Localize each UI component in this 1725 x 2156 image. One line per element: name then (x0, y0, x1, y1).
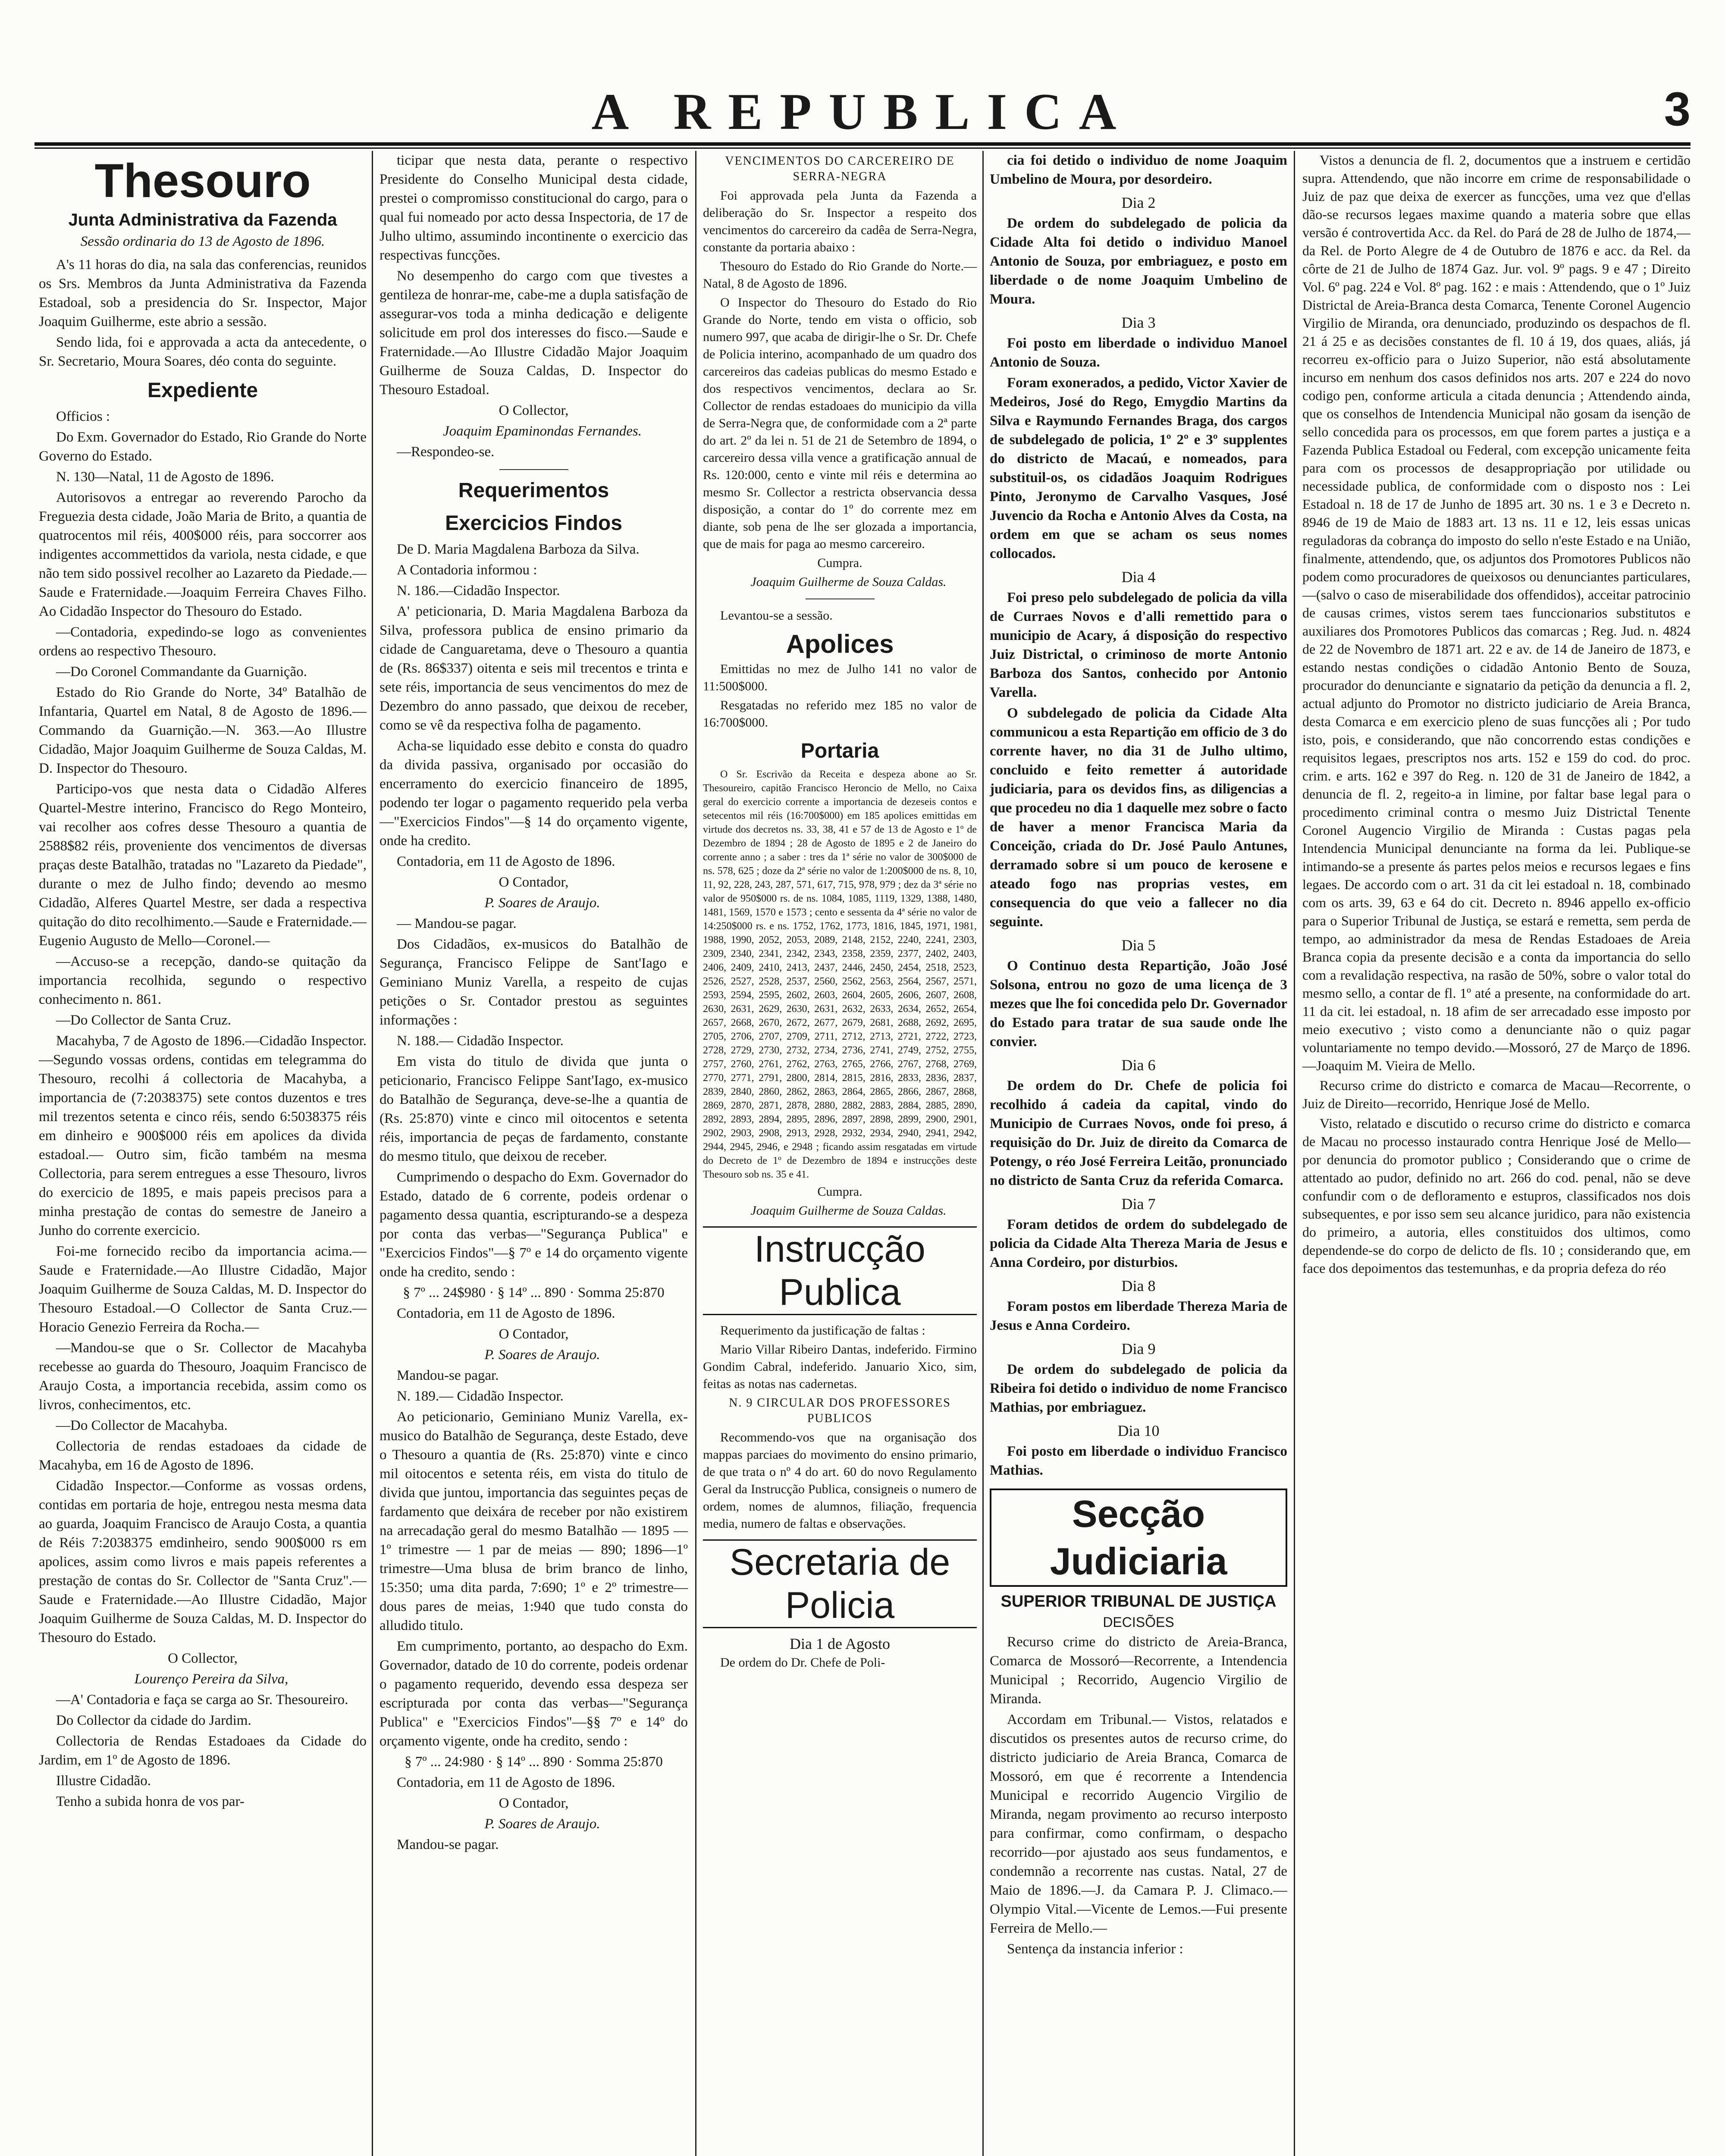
paragraph: Ao peticionario, Geminiano Muniz Varella, ex-musico do Batalhão de Segurança, deste Estado, deve o Thesouro a quantia de (Rs. 25:870) vinte e cinco mil oitocentos e setenta réis, em vista do titulo de divida que juntou, importancia das seguintes peças de fardamento que deixára de receber por não existirem na arrecadação geral do mesmo Batalhão — 1895 —1º trimestre — 1 par de meias — 890; 1896—1º trimestre—Uma blusa de brim branco de linho, 15:350; uma dita parda, 7:690; 1º e 2º trimestre—dous pares de meias, 1:940 que tudo consta do alludido titulo. (380, 1409, 688, 1633)
seccao-judiciaria-heading: Secção Judiciaria (990, 1489, 1287, 1587)
paragraph: Foi-me fornecido recibo da importancia acima.—Saude e Fraternidade.—Ao Illustre Cidadão, Major Joaquim Guilherme de Souza Caldas, M. D. Inspector do Thesouro Estadoal.—O Collector de Santa Cruz.—Horacio Genezio Ferreira da Rocha.— (39, 1244, 367, 1335)
paragraph: Foi approvada pela Junta da Fazenda a deliberação do Sr. Inspector a respeito dos vencimentos do carcereiro da cadêa de Serra-Negra, constante da portaria abaixo : (703, 188, 977, 254)
tribunal-heading: SUPERIOR TRIBUNAL DE JUSTIÇA (1000, 1592, 1276, 1611)
paragraph: N. 130—Natal, 11 de Agosto de 1896. (56, 469, 274, 485)
paragraph: Contadoria, em 11 de Agosto de 1896. (397, 854, 615, 869)
paragraph: Dos Cidadãos, ex-musicos do Batalhão de Segurança, Francisco Felippe de Sant'Iago e Geminiano Muniz Varella, a respeito de cujas petições o Sr. Contador prestou as seguintes informações : (380, 937, 688, 1028)
paragraph: Thesouro do Estado do Rio Grande do Norte.—Natal, 8 de Agosto de 1896. (703, 259, 977, 291)
signature: Joaquim Guilherme de Souza Caldas. (750, 1203, 947, 1218)
paragraph: N. 186.—Cidadão Inspector. (397, 583, 560, 599)
paragraph: Em cumprimento, portanto, ao despacho do Exm. Governador, datado de 10 do corrente, podeis ordenar o pagamento requerido, devendo essa despeza ser escripturada por conta das verbas—"Segurança Publica" e "Exercicios Findos"—§§ 7º e 14º do orçamento vigente, onde ha credito, sendo : (380, 1639, 688, 1749)
paragraph: Recurso crime do districto de Areia-Branca, Comarca de Mossoró—Recorrente, a Intendencia Municipal ; Recorrido, Augencio Virgilio de Miranda. (990, 1634, 1287, 1707)
paragraph: Mandou-se pagar. (397, 1368, 499, 1383)
paragraph: O subdelegado de policia da Cidade Alta communicou a esta Repartição em officio de 3 do corrente haver, no dia 31 de Julho ultimo, concluido e feito remetter á autoridade judiciaria, para os devidos fins, as diligencias a que procedeu no dia 1 daquelle mez sobre o facto de haver a menor Francisca Maria da Conceição, criada do Dr. José Paulo Antunes, derramado sobre si um pouco de kerosene e ateado fogo nas proprias vestes, em consequencia do que veio a fallecer no dia seguinte. (990, 705, 1287, 930)
signature: Joaquim Epaminondas Fernandes. (442, 423, 642, 439)
paragraph: Estado do Rio Grande do Norte, 34º Batalhão de Infantaria, Quartel em Natal, 8 de Agosto de 1896.—Commando da Guarnição.—N. 363.—Ao Illustre Cidadão, Major Joaquim Guilherme de Souza Caldas, M. D. Inspector do Thesouro. (39, 685, 367, 776)
paragraph: Do Exm. Governador do Estado, Rio Grande do Norte Governo do Estado. (39, 429, 367, 464)
paragraph: De ordem do Dr. Chefe de Poli- (720, 1655, 885, 1670)
paragraph: Visto, relatado e discutido o recurso crime do districto e comarca de Macau no processo instaurado contra Henrique José de Mello—por denuncia do promotor publico ; Considerando que o crime de attentado ao pudor, definido no art. 266 do cod. penal, não se deve confundir com o de defloramento e estupros, classificados nos dois subsequentes, e por isso sem seu alcance juridico, para não existencia do primeiro, a autoria, elles constituidos dos ultimos, como dependende-se do corpo de delicto de fls. 10 ; considerando que, em face dos depoimentos das testemunhas, e da propria defeza do réo (1302, 1116, 1690, 1276)
newspaper-title: A REPUBLICA (591, 83, 1134, 140)
paragraph: No desempenho do cargo com que tivestes a gentileza de honrar-me, cabe-me a dupla satisfação de assegurar-vos toda a minha dedicação e deligente solicitude em prol dos interesses do fisco.—Saude e Fraternidade.—Ao Illustre Cidadão Major Joaquim Guilherme de Souza Caldas, D. Inspector do Thesouro Estadoal. (380, 268, 688, 398)
exercicios-findos-heading: Exercicios Findos (445, 512, 622, 535)
masthead-rule (34, 142, 1690, 146)
column-divider (982, 151, 984, 2156)
paragraph: De ordem do Dr. Chefe de policia foi recolhido á cadeia da capital, vindo do Municipio de Curraes Novos, onde foi preso, á requisição do Dr. Juiz de direito da Comarca de Potengy, o réo José Ferreira Leitão, pronunciado no districto de Santa Cruz da referida Comarca. (990, 1078, 1287, 1188)
column-divider (372, 151, 373, 2156)
paragraph: Foram exonerados, a pedido, Victor Xavier de Medeiros, José do Rego, Emygdio Martins da Silva e Raymundo Fernandes Braga, dos cargos de subdelegado de policia, 1º 2º e 3º supplentes do districto de Macaú, e nomeados, para substituil-os, os cidadãos Joaquim Rodrigues Pinto, Jeronymo de Carvalho Vasques, José Juvencio da Rocha e Antonio Alves da Costa, na ordem em que se acham os seus nomes collocados. (990, 375, 1287, 561)
paragraph: Foi preso pelo subdelegado de policia da villa de Curraes Novos e d'alli remettido para o municipio de Acary, á disposição do respectivo Juiz Districtal, o criminoso de morte Antonio Barboza dos Santos, conhecido por Antonio Varella. (990, 590, 1287, 700)
paragraph: — Mandou-se pagar. (397, 916, 517, 931)
paragraph: —Mandou-se que o Sr. Collector de Macahyba recebesse ao guarda do Thesouro, Joaquim Francisco de Araujo Costa, a importancia recebida, assim como os livros, conhecimentos, etc. (39, 1340, 367, 1413)
signature-title: O Contador, (499, 1796, 569, 1811)
separator (499, 469, 568, 470)
paragraph: Em vista do titulo de divida que junta o peticionario, Francisco Felippe Sant'Iago, ex-musico do Batalhão de Segurança, deve-se-lhe a quantia de (Rs. 25:870) vinte e cinco mil oitocentos e setenta réis, importancia de peças de fardamento, constante do mesmo titulo, que deixou de receber. (380, 1054, 688, 1164)
paragraph: Sentença da instancia inferior : (1007, 1941, 1183, 1957)
day-heading: Dia 8 (1121, 1277, 1156, 1294)
column-5 (1302, 151, 1690, 2156)
signature: Lourenço Pereira da Silva, (134, 1671, 289, 1687)
signature: Joaquim Guilherme de Souza Caldas. (750, 575, 947, 589)
signature: P. Soares de Araujo. (484, 895, 600, 911)
column-1 (39, 151, 367, 2156)
paragraph: De ordem do subdelegado de policia da Ribeira foi detido o individuo de nome Francisco Mathias, por embriaguez. (990, 1362, 1287, 1415)
paragraph: Foram postos em liberdade Thereza Maria de Jesus e Anna Cordeiro. (990, 1299, 1287, 1333)
decisoes-heading: DECISÕES (1103, 1614, 1174, 1630)
signature-title: O Contador, (499, 874, 569, 890)
day-heading: Dia 4 (1121, 568, 1156, 586)
paragraph: A's 11 horas do dia, na sala das conferencias, reunidos os Srs. Membros da Junta Administrativa da Fazenda Estadoal, sob a presidencia do Sr. Inspector, Major Joaquim Guilherme, este abrio a sessão. (39, 257, 367, 329)
paragraph: O Inspector do Thesouro do Estado do Rio Grande do Norte, tendo em vista o officio, sob numero 997, que acaba de dirigir-lhe o Sr. Dr. Chefe de Policia interino, acompanhado de um quadro dos carcereiros das cadeias publicas do mesmo Estado e dos respectivos vencimentos, declara ao Sr. Collector de rendas estadoaes do municipio da villa de Serra-Negra que, de conformidade com a 2ª parte do art. 2º da lei n. 51 de 21 de Setembro de 1894, o carcereiro dessa villa vence a gratificação annual de Rs. 120:000, cento e vinte mil réis e determina ao mesmo Sr. Collector a restricta observancia dessa disposição, a contar do 1º do corrente mez em diante, sob pena de lhe ser glozada a importancia, que de mais for paga ao mesmo carcereiro. (703, 295, 977, 551)
paragraph: Acha-se liquidado esse debito e consta do quadro da divida passiva, organisado por occasião do encerramento do exercicio financeiro de 1895, podendo ter logar o pagamento requerido pela verba—"Exercicios Findos"—§ 14 do orçamento vigente, onde ha credito. (380, 738, 688, 849)
paragraph: Foi posto em liberdade o individuo Francisco Mathias. (990, 1444, 1287, 1478)
paragraph: Cidadão Inspector.—Conforme as vossas ordens, contidas em portaria de hoje, entregou nesta mesma data ao guarda, Joaquim Francisco de Araujo Costa, a quantia de Réis 7:2038375 emdinheiro, sendo 900$000 rs em apolices, assim como livros e mais papeis referentes a prestação de contas do Sr. Collector de "Santa Cruz".—Saude e Fraternidade.—Ao Illustre Cidadão, Major Joaquim Guilherme de Souza Caldas, M. D. Inspector do Thesouro do Estado. (39, 1478, 367, 1645)
paragraph: —Accuso-se a recepção, dando-se quitação da importancia recolhida, segundo o respectivo conhecimento n. 861. (39, 954, 367, 1007)
signature-title: O Contador, (499, 1326, 569, 1342)
paragraph: Autorisovos a entregar ao reverendo Parocho da Freguezia desta cidade, João Maria de Brito, a quantia de quatrocentos mil réis, 400$000 réis, para soccorrer aos indigentes accommettidos da variola, nesta cidade, e que não tem sido possivel recolher ao Lazareto da Piedade.—Saude e Fraternidade.—Joaquim Ferreira Chaves Filho. Ao Cidadão Inspector do Thesouro do Estado. (39, 490, 367, 619)
paragraph: Vistos a denuncia de fl. 2, documentos que a instruem e certidão supra. Attendendo, que não incorre em crime de responsabilidade o Juiz de paz que deixa de exercer as funcções, uma vez que d'ellas dão-se recursos legaes maxime quando a materia sobre que ellas versão é controvertida Acc. da Rel. do Pará de 28 de Julho de 1874,—da Rel. de Porto Alegre de 4 de Outubro de 1876 e acc. da Rel. da côrte de 21 de Julho de 1874 Gaz. Jur. vol. 9º pags. 9 e 47 ; Direito Vol. 6º pag. 224 e Vol. 8º pag. 162 : e mais : Attendendo, que o 1º Juiz Districtal de Areia-Branca desta Comarca, Tenente Coronel Augencio Virgilio de Miranda, ora denunciado, produzindo os despachos de fl. 21 á 25 e as decisões constantes de fl. 10 á 19, dos quaes, aliás, já recorreu ex-officio para o Juizo Superior, não está absolutamente incurso em nenhum dos casos definidos nos arts. 207 e 224 do novo codigo pen, conforme articula a citada denuncia ; Attendendo ainda, que os conselhos de Intendencia Municipal não gosam da isenção de sello concedida para os processos, em que forem partes a justiça e a Fazenda Publica Estadoal ou Federal, com excepção unicamente feita para com os processos de desappropriação por utilidade ou necessidade publica, de conformidade com o disposto nos : Lei Estadoal n. 18 de 17 de Junho de 1895 art. 30 ns. 1 e 3 e Decreto n. 8946 de 19 de Maio de 1883 art. 13 ns. 11 e 12, leis essas unicas reguladoras da cobrança do imposto do sello n'este Estado e na União, finalmente, attendendo, que, os adjuntos dos Promotores Publicos não podem como procuradores de queixosos ou denunciantes particulares,—(salvo o caso de miserabilidade dos offendidos), acceitar patrocinio de causas crimes, vistos serem taes funccionarios substitutos e auxiliares dos Promotores Publicos das comarcas ; Reg. Jud. n. 4824 de 22 de Novembro de 1871 art. 22 e av. de 14 de Janeiro de 1873, e estando nestas condições o cidadão Antonio Bento de Souza, procurador do denunciante e signatario da petição da denuncia a fl. 2, actual adjunto do Promotor no districto judiciario de Areia Branca, desta Comarca e em exercicio pleno de suas funcções ali ; Por tudo isto, pois, e considerando, que não concorrendo estas condições e requisitos legaes, prescriptos nos arts. 152 e 159 do cod. do proc. crim. e arts. 162 e 397 do Reg. n. 120 de 31 de Janeiro de 1842, a denuncia de fl. 2, regeito-a in limine, por faltar base legal para o procedimento criminal contra o mesmo Juiz Districtal Tenente Coronel Augencio Virgilio de Miranda : Custas pagas pela Intendencia Municipal denunciante na forma da lei. Publique-se intimando-se a presente ás partes pelos meios e recursos legaes e fins legaes. De accordo com o art. 31 da cit lei estadoal n. 18, combinado com os arts. 39, 63 e 64 do cit. Decreto n. 8946 appello ex-officio para o Superior Tribunal de Justiça, se estará e remetta, sem perda de tempo, ao administrador da mesa de Rendas Estadoaes de Areia Branca copia da presente decisão e a conta da importancia do sello com a revalidação respectiva, na rasão de 50%, sobre o valor total do mesmo sello, a contar de fl. 1º até a presente, na conformidade do art. 11 da cit. lei estadoal, n. 18 afim de ser arrecadado esse imposto por meio executivo ; visto como a denunciante não o quiz pagar voluntariamente no tempo devido.—Mossoró, 27 de Março de 1896.—Joaquim M. Vieira de Mello. (1302, 152, 1690, 1073)
paragraph: Illustre Cidadão. (56, 1773, 151, 1789)
paragraph: Sendo lida, foi e approvada a acta da antecedente, o Sr. Secretario, Moura Soares, déo conta do seguinte. (39, 335, 367, 369)
paragraph: —Do Collector de Santa Cruz. (56, 1012, 231, 1028)
paragraph: A' peticionaria, D. Maria Magdalena Barboza da Silva, professora publica de ensino primario da cidade de Canguaretama, deve o Thesouro a quantia de (Rs. 86$337) oitenta e seis mil trecentos e trinta e sete réis, importancia de seus vencimentos do mez de Dezembro do anno passado, que deixou de receber, como se vê da respectiva folha de pagamento. (380, 604, 688, 733)
day-heading: Dia 10 (1117, 1422, 1160, 1439)
day-heading: Dia 2 (1121, 194, 1156, 211)
portaria-heading: Portaria (800, 740, 879, 762)
paragraph: —Respondeo-se. (397, 444, 495, 460)
day-heading: Dia 5 (1121, 937, 1156, 954)
masthead-rule-thin (34, 147, 1690, 149)
amount-summary: § 7º ... 24$980 · § 14º ... 890 · Somma 25:870 (403, 1285, 665, 1300)
paragraph: Accordam em Tribunal.— Vistos, relatados e discutidos os presentes autos de recurso crime, do districto judiciario de Areia Branca, Comarca de Mossoró, em que é recorrente a Intendencia Municipal e recorrido Augencio Virgilio de Miranda, negam provimento ao recurso interposto para confirmar, como confirmam, o despacho recorrido—por ajustado aos seus fundamentos, e condemnão a recorrente nas custas. Natal, 27 de Maio de 1896.—J. da Camara P. J. Climaco.—Olympio Vital.—Vicente de Lemos.—Fui presente Ferreira de Mello.— (990, 1712, 1287, 1936)
paragraph: Foram detidos de ordem do subdelegado de policia da Cidade Alta Thereza Maria de Jesus e Anna Cordeiro, por disturbios. (990, 1217, 1287, 1270)
column-2 (380, 151, 688, 2156)
paragraph: —A' Contadoria e faça se carga ao Sr. Thesoureiro. (56, 1692, 348, 1708)
requerimentos-heading: Requerimentos (458, 479, 609, 502)
instrucao-publica-heading: Instrucção Publica (703, 1226, 977, 1315)
amount-summary: § 7º ... 24:980 · § 14º ... 890 · Somma 25:870 (405, 1754, 663, 1770)
paragraph: cia foi detido o individuo de nome Joaquim Umbelino de Moura, por desordeiro. (990, 153, 1287, 187)
column-divider (1294, 151, 1295, 2156)
paragraph: Do Collector da cidade do Jardim. (56, 1713, 251, 1728)
signature: P. Soares de Araujo. (484, 1347, 600, 1363)
day-heading: Dia 6 (1121, 1056, 1156, 1074)
column-3 (703, 151, 977, 2156)
paragraph: Collectoria de rendas estadoaes da cidade de Macahyba, em 16 de Agosto de 1896. (39, 1438, 367, 1473)
circular-heading: N. 9 CIRCULAR DOS PROFESSORES PUBLICOS (729, 1396, 951, 1425)
day-heading: Dia 7 (1121, 1195, 1156, 1213)
paragraph: Collectoria de Rendas Estadoaes da Cidade do Jardim, em 1º de Agosto de 1896. (39, 1733, 367, 1768)
paragraph: Recommendo-vos que na organisação dos mappas parciaes do movimento do ensino primario, de que trata o nº 4 do art. 60 do novo Regulamento Geral da Instrucção Publica, consigneis o numero de ordem, nomes de alumnos, filiação, frequencia media, numero de faltas e observações. (703, 1430, 977, 1531)
paragraph: O Continuo desta Repartição, João José Solsona, entrou no gozo de uma licença de 3 mezes que lhe foi concedida pelo Dr. Governador do Estado para tratar de sua saude onde lhe convier. (990, 958, 1287, 1050)
paragraph: A Contadoria informou : (397, 562, 537, 578)
paragraph: N. 189.— Cidadão Inspector. (397, 1388, 564, 1404)
column-4 (990, 151, 1287, 2156)
signature: P. Soares de Araujo. (484, 1816, 600, 1832)
day-heading: Dia 1 de Agosto (790, 1635, 890, 1652)
paragraph: Macahyba, 7 de Agosto de 1896.—Cidadão Inspector.—Segundo vossas ordens, contidas em telegramma do Thesouro, recolhi á collectoria de Macahyba, a importancia de (7:2038375) sete contos duzentos e tres mil trezentos setenta e cinco réis, sendo 6:5038375 réis em dinheiro e 900$000 réis em apolices da divida estadoal.— Outro sim, ficão também na mesma Collectoria, para serem entregues a esse Thesouro, livros do exercicio de 1895, e mais papeis precisos para a minha prestação de contas do semestre de Janeiro a Junho do corrente exercicio. (39, 1033, 367, 1238)
subheading: Junta Administrativa da Fazenda (68, 210, 337, 229)
session-date: Sessão ordinaria do 13 de Agosto de 1896. (80, 234, 325, 249)
paragraph: Contadoria, em 11 de Agosto de 1896. (397, 1306, 615, 1321)
paragraph: Recurso crime do districto e comarca de Macau—Recorrente, o Juiz de Direito—recorrido, Henrique José de Mello. (1302, 1078, 1690, 1111)
expediente-heading: Expediente (147, 379, 258, 402)
signature-title: O Collector, (499, 403, 569, 418)
secretaria-policia-heading: Secretaria de Policia (703, 1539, 977, 1628)
paragraph: Requerimento da justificação de faltas : (720, 1323, 925, 1338)
paragraph: Contadoria, em 11 de Agosto de 1896. (397, 1775, 615, 1790)
paragraph: N. 188.— Cidadão Inspector. (397, 1033, 564, 1049)
paragraph: Cumprimendo o despacho do Exm. Governador do Estado, datado de 6 corrente, podeis ordenar o pagamento dessa quantia, escripturando-se a despeza por conta das verbas—"Segurança Publica" e "Exercicios Findos"—§ 7º e 14 do orçamento vigente onde ha credito, sendo : (380, 1169, 688, 1280)
page-number: 3 (1664, 83, 1690, 136)
paragraph: Mandou-se pagar. (397, 1837, 499, 1852)
paragraph: —Do Coronel Commandante da Guarnição. (56, 664, 307, 680)
apolices-heading: Apolices (786, 630, 894, 658)
column-divider (695, 151, 696, 2156)
masthead (26, 82, 1699, 147)
paragraph: Resgatadas no referido mez 185 no valor de 16:700$000. (703, 698, 977, 730)
paragraph: O Sr. Escrivão da Receita e despeza abone ao Sr. Thesoureiro, capitão Francisco Heroncio de Mello, no Caixa geral do exercicio corrente a importancia de dezeseis contos e setecentos mil réis (16:700$000) em 185 apolices emittidas em virtude dos decretos ns. 33, 38, 41 e 57 de 13 de Agosto e 1º de Dezembro de 1894 ; 28 de Agosto de 1895 e 2 de Janeiro do corrente anno ; a saber : tres da 1ª série no valor de 300$000 de ns. 578, 625 ; doze da 2ª série no valor de 1:200$000 de ns. 8, 10, 11, 92, 228, 243, 287, 571, 617, 715, 978, 979 ; dez da 3ª série no valor de 950$000 rs. de ns. 1084, 1085, 1119, 1329, 1388, 1480, 1481, 1569, 1570 e 1573 ; cento e sessenta da 4ª série no valor de 14:250$000 rs. e ns. 1752, 1762, 1773, 1816, 1845, 1971, 1981, 1988, 1990, 2052, 2053, 2089, 2148, 2152, 2240, 2241, 2303, 2309, 2340, 2341, 2342, 2343, 2358, 2359, 2377, 2402, 2403, 2406, 2409, 2410, 2413, 2437, 2446, 2450, 2454, 2518, 2523, 2526, 2527, 2528, 2537, 2560, 2562, 2563, 2564, 2567, 2571, 2593, 2594, 2595, 2602, 2603, 2604, 2605, 2606, 2607, 2608, 2630, 2631, 2629, 2630, 2631, 2632, 2633, 2634, 2652, 2654, 2657, 2668, 2670, 2672, 2677, 2679, 2681, 2688, 2692, 2695, 2705, 2706, 2707, 2709, 2711, 2712, 2713, 2721, 2722, 2723, 2728, 2729, 2730, 2732, 2734, 2736, 2741, 2749, 2752, 2755, 2757, 2760, 2761, 2762, 2763, 2765, 2766, 2767, 2768, 2769, 2770, 2771, 2791, 2800, 2814, 2815, 2816, 2833, 2836, 2837, 2839, 2840, 2860, 2862, 2863, 2864, 2865, 2866, 2867, 2868, 2869, 2870, 2871, 2878, 2880, 2882, 2883, 2884, 2885, 2890, 2892, 2893, 2894, 2895, 2896, 2897, 2898, 2899, 2900, 2901, 2902, 2903, 2908, 2913, 2928, 2932, 2934, 2940, 2941, 2942, 2944, 2945, 2946, e 2948 ; ficando assim resgatadas em virtude do Decreto de 1º de Dezembro de 1894 e instrucções deste Thesouro sob ns. 35 e 41. (703, 769, 977, 1180)
paragraph: Foi posto em liberdade o individuo Manoel Antonio de Souza. (990, 335, 1287, 370)
paragraph: Officios : (56, 409, 110, 424)
paragraph: Mario Villar Ribeiro Dantas, indeferido. Firmino Gondim Cabral, indeferido. Januario Xico, sim, feitas as notas nas cadernetas. (703, 1342, 977, 1391)
paragraph: De D. Maria Magdalena Barboza da Silva. (397, 542, 640, 557)
paragraph: Levantou-se a sessão. (720, 608, 833, 623)
paragraph: Emittidas no mez de Julho 141 no valor de 11:500$000. (703, 662, 977, 693)
signature-title: O Collector, (168, 1651, 238, 1666)
paragraph: ticipar que nesta data, perante o respectivo Presidente do Conselho Municipal desta cidade, prestei o compromisso constitucional do cargo, para o qual fui nomeado por acto dessa Inspectoria, de 17 de Julho ultimo, assumindo incontinente o exercicio das respectivas funcções. (380, 153, 688, 263)
paragraph: Participo-vos que nesta data o Cidadão Alferes Quartel-Mestre interino, Francisco do Rego Monteiro, vai recolher aos cofres desse Thesouro a quantia de 2588$82 réis, proveniente dos vencimentos de diversas praças deste Batalhão, tratadas no "Lazareto da Piedade", durante o mez de Julho findo; devendo ao mesmo Cidadão, Alferes Quartel Mestre, ser dada a respectiva quitação do dito recolhimento.—Saude e Fraternidade.—Eugenio Augusto de Mello—Coronel.— (39, 781, 367, 949)
paragraph: Cumpra. (817, 1185, 862, 1199)
article-heading-carcereiro: VENCIMENTOS DO CARCEREIRO DE SERRA-NEGRA (725, 154, 955, 183)
day-heading: Dia 9 (1121, 1340, 1156, 1357)
paragraph: —Do Collector de Macahyba. (56, 1418, 228, 1433)
day-heading: Dia 3 (1121, 314, 1156, 331)
paragraph: Tenho a subida honra de vos par- (56, 1794, 245, 1809)
section-heading-thesouro: Thesouro (94, 154, 311, 207)
paragraph: —Contadoria, expedindo-se logo as convenientes ordens ao respectivo Thesouro. (39, 624, 367, 659)
paragraph: Cumpra. (817, 556, 862, 570)
paragraph: De ordem do subdelegado de policia da Cidade Alta foi detido o individuo Manoel Antonio de Souza, por embriaguez, e posto em liberdade o de nome Joaquim Umbelino de Moura. (990, 216, 1287, 307)
